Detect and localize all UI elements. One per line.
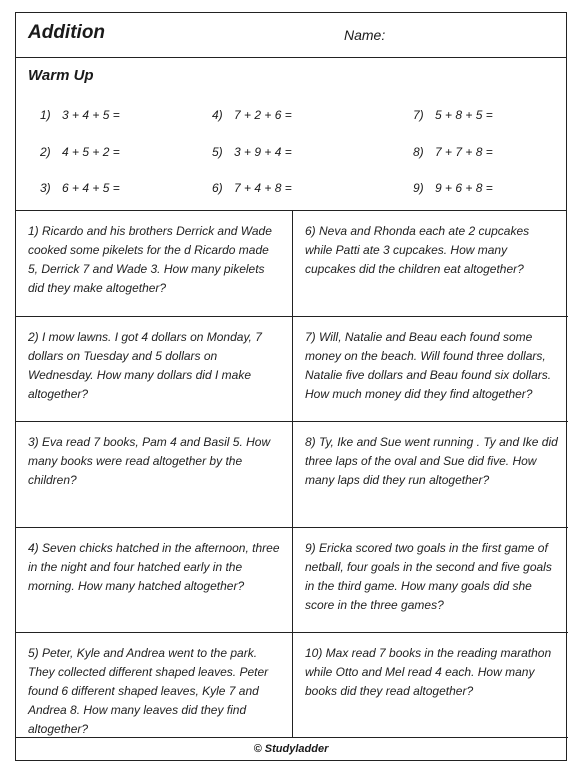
word-problems-grid: [16, 211, 566, 738]
word-problem-2: 2) I mow lawns. I got 4 dollars on Monday, 7 dollars on Tuesday and 5 dollars on Wednesday. How many dollars did I make altogether?: [16, 317, 292, 422]
warm-up-item: 9) 9 + 6 + 8 =: [413, 181, 493, 195]
warm-up-item: 3) 6 + 4 + 5 =: [40, 181, 120, 195]
worksheet: [15, 12, 567, 761]
word-problem-5: 5) Peter, Kyle and Andrea went to the park. They collected different shaped leaves. Peter found 6 different shaped leaves, Kyle 7 and Andrea 8. How many leaves did they find altogether?: [16, 633, 292, 738]
word-problem-7: 7) Will, Natalie and Beau each found some money on the beach. Will found three dollars, Natalie five dollars and Beau found six dollars. How much money did they find altogether?: [293, 317, 568, 422]
name-label: Name:: [344, 27, 386, 43]
warm-up-item: 2) 4 + 5 + 2 =: [40, 145, 120, 159]
word-problem-6: 6) Neva and Rhonda each ate 2 cupcakes while Patti ate 3 cupcakes. How many cupcakes did the children eat altogether?: [293, 211, 568, 317]
copyright-footer: © Studyladder: [253, 743, 329, 755]
warm-up-item: 6) 7 + 4 + 8 =: [212, 181, 292, 195]
warm-up-item: 8) 7 + 7 + 8 =: [413, 145, 493, 159]
warm-up-section: [16, 58, 566, 211]
warm-up-item: 5) 3 + 9 + 4 =: [212, 145, 292, 159]
page-title: Addition: [28, 22, 106, 43]
word-problem-1: 1) Ricardo and his brothers Derrick and Wade cooked some pikelets for the d Ricardo made 5, Derrick 7 and Wade 3. How many pikelets did they make altogether?: [16, 211, 292, 317]
word-problem-10: 10) Max read 7 books in the reading marathon while Otto and Mel read 4 each. How many books did they read altogether?: [293, 633, 568, 738]
warm-up-item: 1) 3 + 4 + 5 =: [40, 108, 120, 122]
word-problem-8: 8) Ty, Ike and Sue went running . Ty and Ike did three laps of the oval and Sue did five. How many laps did they run altogether?: [293, 422, 568, 528]
worksheet-header: [16, 13, 566, 58]
word-problem-4: 4) Seven chicks hatched in the afternoon, three in the night and four hatched early in the morning. How many hatched altogether?: [16, 528, 292, 633]
word-problem-3: 3) Eva read 7 books, Pam 4 and Basil 5. How many books were read altogether by the children?: [16, 422, 292, 528]
warm-up-item: 4) 7 + 2 + 6 =: [212, 108, 292, 122]
warm-up-title: Warm Up: [28, 67, 94, 84]
warm-up-item: 7) 5 + 8 + 5 =: [413, 108, 493, 122]
word-problem-9: 9) Ericka scored two goals in the first game of netball, four goals in the second and five goals in the third game. How many goals did she score in the three games?: [293, 528, 568, 633]
